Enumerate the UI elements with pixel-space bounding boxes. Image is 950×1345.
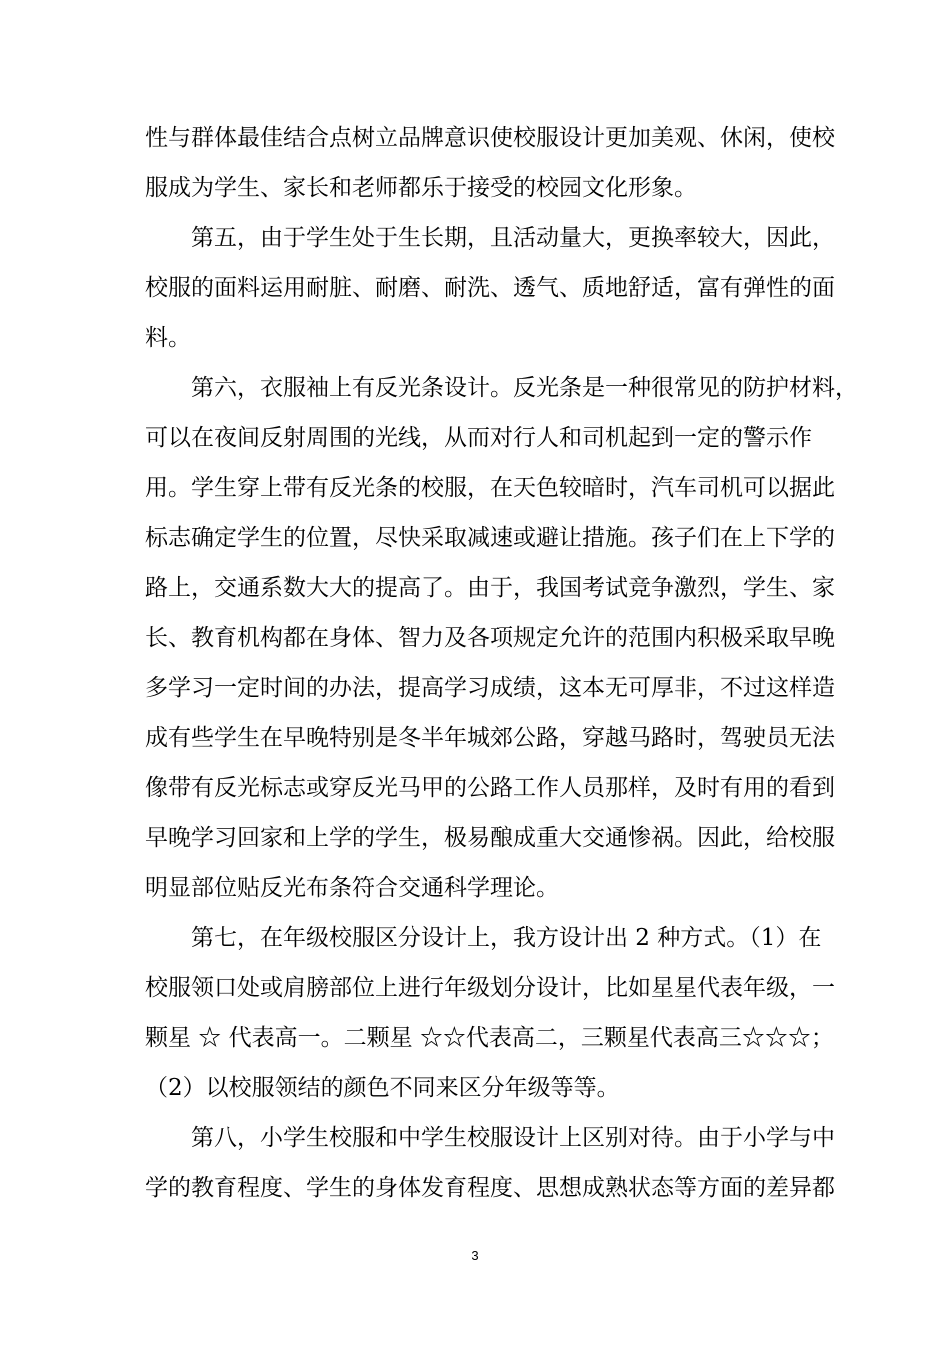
text-line: 第五，由于学生处于生长期，且活动量大，更换率较大，因此， [145, 225, 835, 251]
page-number: 3 [471, 1248, 479, 1263]
text-line: 用。学生穿上带有反光条的校服，在天色较暗时，汽车司机可以据此 [145, 475, 835, 501]
text-line: 第八，小学生校服和中学生校服设计上区别对待。由于小学与中 [145, 1125, 835, 1151]
text-line: 料。 [145, 325, 191, 351]
text-line: 校服的面料运用耐脏、耐磨、耐洗、透气、质地舒适，富有弹性的面 [145, 275, 835, 301]
text-line: （2）以校服领结的颜色不同来区分年级等等。 [145, 1075, 620, 1101]
text-line: 第七，在年级校服区分设计上，我方设计出 2 种方式。（1）在 [145, 925, 822, 951]
text-line: 第六，衣服袖上有反光条设计。反光条是一种很常见的防护材料， [145, 375, 858, 401]
text-line: 可以在夜间反射周围的光线，从而对行人和司机起到一定的警示作 [145, 425, 812, 451]
text-line: 明显部位贴反光布条符合交通科学理论。 [145, 875, 559, 901]
text-line: 路上，交通系数大大的提高了。由于，我国考试竞争激烈，学生、家 [145, 575, 835, 601]
text-line: 学的教育程度、学生的身体发育程度、思想成熟状态等方面的差异都 [145, 1175, 835, 1201]
text-line: 标志确定学生的位置，尽快采取减速或避让措施。孩子们在上下学的 [145, 525, 835, 551]
text-line: 校服领口处或肩膀部位上进行年级划分设计，比如星星代表年级，一 [145, 975, 835, 1001]
text-line: 多学习一定时间的办法，提高学习成绩，这本无可厚非，不过这样造 [145, 675, 835, 701]
text-line: 性与群体最佳结合点树立品牌意识使校服设计更加美观、休闲，使校 [145, 125, 835, 151]
text-line: 像带有反光标志或穿反光马甲的公路工作人员那样，及时有用的看到 [145, 775, 835, 801]
text-line: 成有些学生在早晚特别是冬半年城郊公路，穿越马路时，驾驶员无法 [145, 725, 835, 751]
text-line: 早晚学习回家和上学的学生，极易酿成重大交通惨祸。因此，给校服 [145, 825, 835, 851]
text-line: 长、教育机构都在身体、智力及各项规定允许的范围内积极采取早晚 [145, 625, 835, 651]
text-line: 服成为学生、家长和老师都乐于接受的校园文化形象。 [145, 175, 697, 201]
text-line: 颗星 ☆ 代表高一。二颗星 ☆☆代表高二，三颗星代表高三☆☆☆； [145, 1025, 834, 1051]
